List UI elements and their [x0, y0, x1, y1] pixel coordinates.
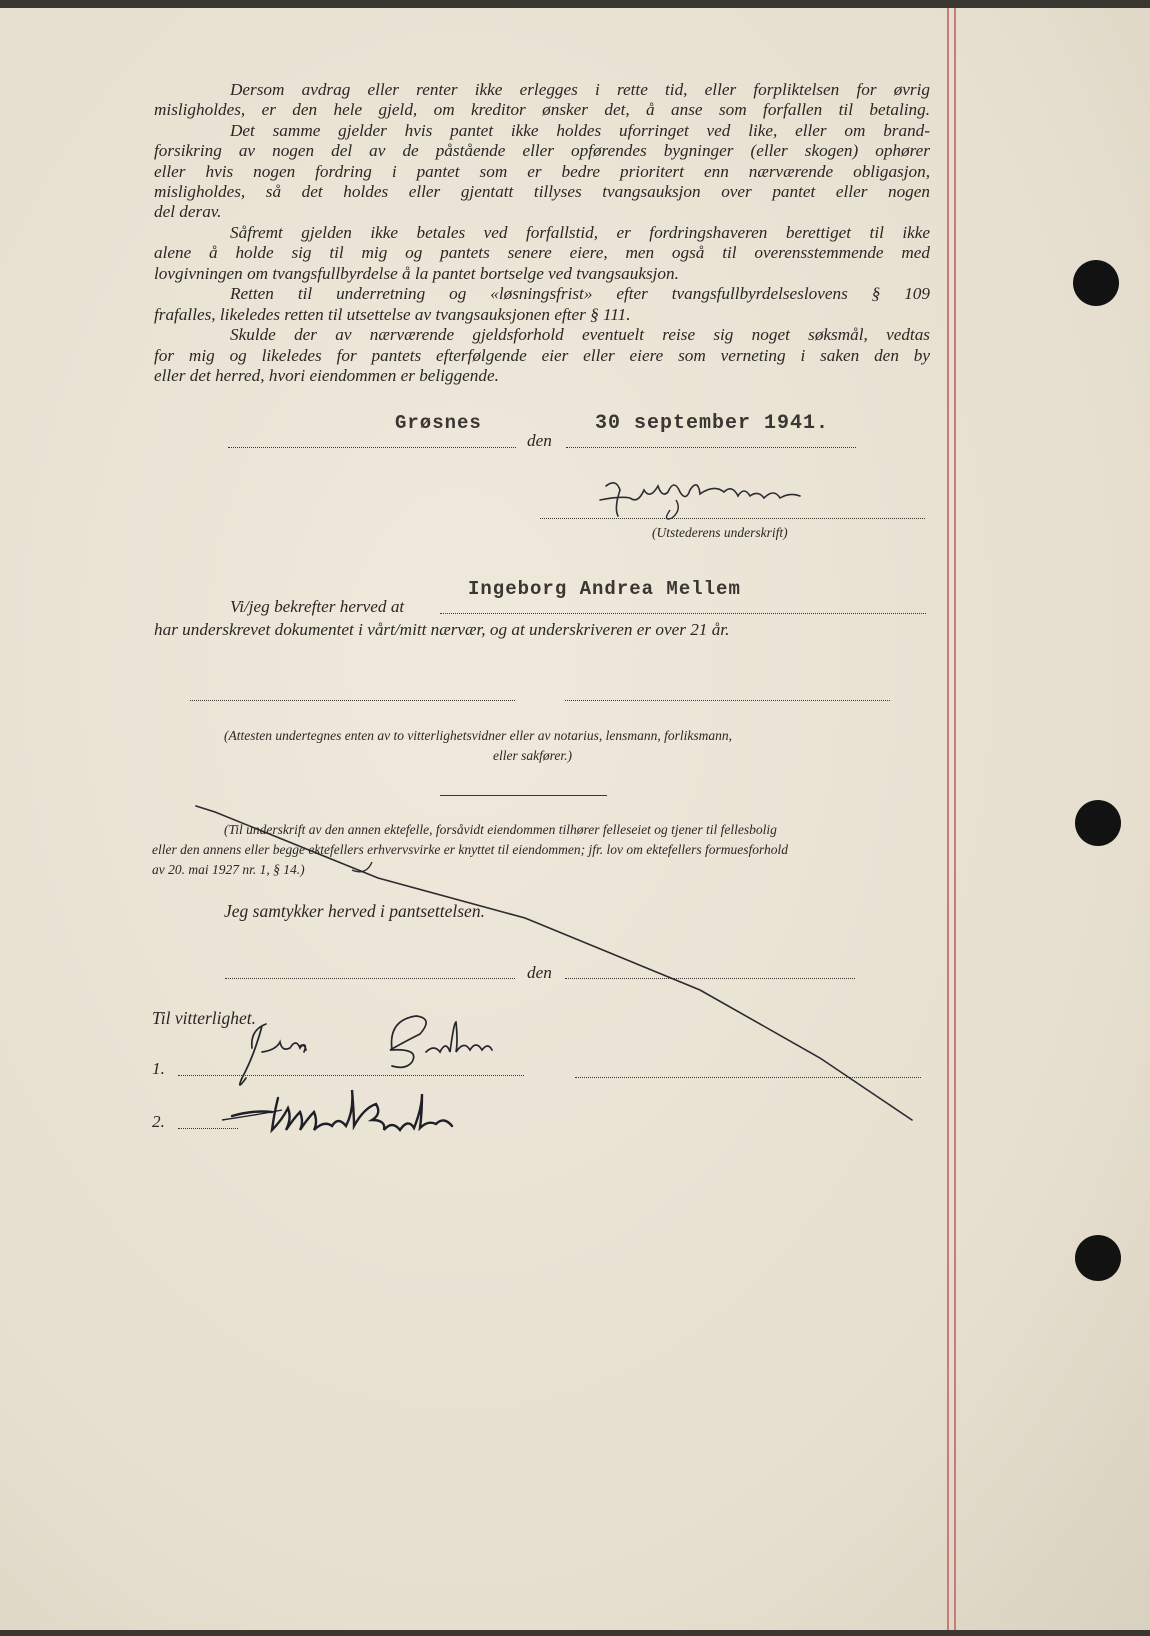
clause-line: forsikring av nogen del av de påstående eller opførendes bygninger (eller skogen) ophører [154, 141, 930, 160]
clause-line: eller hvis nogen fordring i pantet som er bedre prioritert enn nærværende obligasjon, [154, 162, 930, 181]
issuer-signature-scribble [600, 483, 800, 516]
spouse-consent: Jeg samtykker herved i pantsettelsen. [224, 901, 485, 921]
clause-line: misligholdes, så det holdes eller gjentatt tillyses tvangsauksjon over pantet eller nogen [154, 182, 930, 201]
attest-line2: har underskrevet dokumentet i vårt/mitt nærvær, og at underskriveren er over 21 år. [154, 620, 730, 639]
witness-1-signature-surname [390, 1016, 492, 1067]
clause-line: del derav. [154, 202, 222, 221]
clause-line: eller det herred, hvori eiendommen er beliggende. [154, 366, 499, 385]
clause-line: Skulde der av nærværende gjeldsforhold eventuelt reise sig noget søksmål, vedtas [230, 325, 930, 344]
signing-date: 30 september 1941. [595, 412, 830, 435]
attest-signer-name: Ingeborg Andrea Mellem [468, 578, 741, 600]
attest-note: (Attesten undertegnes enten av to vitterlighetsvidner eller av notarius, lensmann, forliksmann, [224, 728, 733, 743]
clause-line: Såfremt gjelden ikke betales ved forfallstid, er fordringshaveren berettiget til ikke [230, 223, 930, 242]
clause-line: Dersom avdrag eller renter ikke erlegges i rette tid, eller forpliktelsen for øvrig [230, 80, 930, 99]
clause-line: frafalles, likeledes retten til utsettelse av tvangsauksjonen efter § 111. [154, 305, 631, 324]
strike-through-line [196, 806, 912, 1120]
witness-2-signature [232, 1090, 452, 1130]
spouse-note: eller den annens eller begge ektefellers erhvervsvirke er knyttet til eiendommen; jfr. lov om ektefellers formuesforhold [152, 842, 789, 857]
den-label: den [527, 431, 552, 450]
issuer-caption: (Utstederens underskrift) [652, 525, 788, 540]
clause-line: misligholdes, er den hele gjeld, om kreditor ønsker det, å anse som forfallen til betaling. [154, 100, 930, 119]
attest-prefix: Vi/jeg bekrefter herved at [230, 597, 405, 616]
attest-note: eller sakfører.) [493, 748, 572, 763]
witness-number: 1. [152, 1059, 165, 1078]
witness-heading: Til vitterlighet. [152, 1008, 257, 1028]
clause-line: alene å holde sig til mig og pantets senere eiere, men også til overensstemmende med [154, 243, 930, 262]
spouse-note: (Til underskrift av den annen ektefelle, forsåvidt eiendommen tilhører felleseiet og tjener til fellesbolig [224, 822, 777, 837]
spouse-note: av 20. mai 1927 nr. 1, § 14.) [152, 862, 305, 877]
clause-line: for mig og likeledes for pantets efterfølgende eier eller eiere som verneting i saken den by [154, 346, 930, 365]
clause-line: lovgivningen om tvangsfullbyrdelse å la pantet bortselge ved tvangsauksjon. [154, 264, 679, 283]
strike-through-hook [352, 862, 372, 872]
clause-line: Det samme gjelder hvis pantet ikke holdes uforringet ved like, eller om brand- [230, 121, 930, 140]
clause-line: Retten til underretning og «løsningsfrist» efter tvangsfullbyrdelseslovens § 109 [230, 284, 930, 303]
witness-1-signature [240, 1024, 306, 1085]
spouse-den-label: den [527, 963, 552, 982]
issuer-signature-loop [666, 500, 678, 519]
signing-place: Grøsnes [395, 412, 482, 434]
witness-number: 2. [152, 1112, 165, 1131]
